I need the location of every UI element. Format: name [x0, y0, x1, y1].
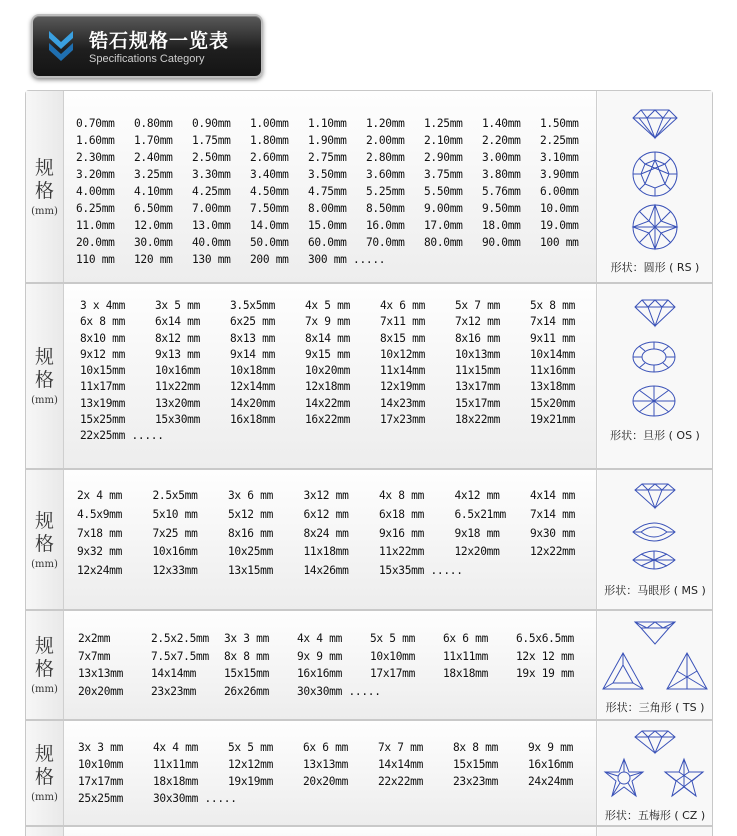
spec-size: 15x20mm	[530, 396, 576, 410]
spec-size: 12.0mm	[134, 219, 173, 232]
spec-size: 1.75mm	[192, 134, 231, 147]
spec-size: 7x18 mm	[77, 526, 123, 540]
spec-size: 16x18mm	[230, 413, 276, 427]
spec-size: 13x18mm	[530, 380, 576, 394]
shape-label: 形状：五梅形 ( CZ )	[604, 809, 706, 822]
spec-size: 30.0mm	[134, 236, 173, 249]
spec-size: 50.0mm	[250, 236, 289, 249]
spec-size: 7.00mm	[192, 202, 231, 215]
spec-size: 30x30mm .....	[297, 685, 381, 699]
round-gem-side-icon	[631, 108, 679, 140]
spec-size: 8x16 mm	[228, 526, 274, 540]
label-char: 规	[34, 743, 54, 765]
spec-size: 26x26mm	[224, 685, 270, 699]
spec-size: 4x 5 mm	[305, 299, 351, 312]
spec-size: 19x19mm	[228, 775, 274, 788]
spec-size: 7x14 mm	[530, 507, 576, 521]
spec-size: 1.25mm	[424, 117, 463, 130]
spec-size: 3.25mm	[134, 168, 173, 181]
spec-size: 3x 3 mm	[224, 632, 270, 645]
spec-size: 3.90mm	[540, 168, 579, 181]
spec-size: 8x16 mm	[455, 331, 501, 345]
spec-size: 2.25mm	[540, 134, 579, 147]
spec-size: 4.25mm	[192, 185, 231, 198]
spec-size: 13x19mm	[80, 396, 126, 410]
spec-size: 110 mm	[76, 253, 115, 266]
spec-size: 12x19mm	[380, 380, 426, 394]
spec-size: 200 mm	[250, 253, 289, 266]
spec-size: 2.00mm	[366, 134, 405, 147]
spec-size: 7x14 mm	[530, 315, 576, 329]
spec-size: 3.10mm	[540, 151, 579, 164]
spec-size: 0.70mm	[76, 117, 115, 130]
spec-size: 12x33mm	[152, 564, 198, 578]
spec-size: 13x17mm	[455, 380, 501, 394]
spec-size: 6x25 mm	[230, 315, 276, 329]
shape-panel	[598, 721, 712, 825]
spec-size: 12x14mm	[230, 380, 276, 394]
spec-size: 2x 4 mm	[77, 489, 123, 502]
spec-size: 10x16mm	[152, 545, 198, 559]
spec-size: 3x 5 mm	[155, 299, 201, 312]
spec-size: 19.0mm	[540, 219, 579, 232]
spec-size: 8x10 mm	[80, 331, 126, 345]
spec-size: 16x22mm	[305, 413, 351, 427]
chevron-down-icon	[47, 29, 75, 63]
label-unit: (mm)	[31, 395, 58, 406]
spec-size: 12x24mm	[77, 564, 123, 578]
spec-size: 7x 7 mm	[378, 741, 424, 754]
spec-size: 1.00mm	[250, 117, 289, 130]
spec-size: 11x11mm	[443, 649, 489, 663]
spec-size: 9x14 mm	[230, 347, 276, 361]
header-banner	[31, 14, 263, 78]
spec-size: 24x24mm	[528, 775, 574, 788]
spec-size: 6x 6 mm	[443, 632, 489, 645]
spec-size: 1.90mm	[308, 134, 347, 147]
spec-size: 10x20mm	[305, 364, 351, 378]
spec-size: 18x22mm	[455, 413, 501, 427]
spec-size: 2.90mm	[424, 151, 463, 164]
spec-size: 2.5x2.5mm	[151, 632, 209, 645]
spec-size: 10x18mm	[230, 364, 276, 378]
spec-size: 5x 5 mm	[370, 632, 416, 645]
spec-list	[64, 827, 597, 836]
spec-size: 3.20mm	[76, 168, 115, 181]
row-label	[26, 611, 64, 719]
row-label	[26, 91, 64, 282]
marquise-gem-bottom-icon	[631, 548, 677, 572]
spec-size: 17x17mm	[370, 667, 416, 681]
spec-size: 14.0mm	[250, 219, 289, 232]
spec-size: 3.30mm	[192, 168, 231, 181]
spec-size: 11x14mm	[380, 364, 426, 378]
shape-panel	[598, 284, 712, 468]
oval-gem-bottom-icon	[631, 384, 677, 418]
spec-size: 5x 7 mm	[455, 299, 501, 312]
spec-size: 1.50mm	[540, 117, 579, 130]
spec-size: 11x22mm	[155, 380, 201, 394]
row-label	[26, 827, 64, 836]
spec-size: 3.80mm	[482, 168, 521, 181]
spec-size: 8x 8 mm	[224, 649, 270, 663]
spec-size: 17.0mm	[424, 219, 463, 232]
spec-size: 9.00mm	[424, 202, 463, 215]
shape-panel	[598, 827, 712, 836]
shape-label: 形状：圆形 ( RS )	[610, 261, 700, 274]
spec-size: 10x10mm	[78, 758, 124, 771]
spec-size: 3.60mm	[366, 168, 405, 181]
spec-size: 13x13mm	[303, 758, 349, 771]
spec-list	[64, 721, 597, 825]
page-subtitle: Specifications Category	[89, 53, 205, 65]
oval-gem-top-icon	[631, 340, 677, 374]
spec-size: 12x18mm	[305, 380, 351, 394]
spec-size: 8.00mm	[308, 202, 347, 215]
spec-size: 8x14 mm	[305, 331, 351, 345]
spec-size: 19x21mm	[530, 413, 576, 427]
star-gem-side-icon	[633, 729, 677, 755]
spec-size: 11x16mm	[530, 364, 576, 378]
spec-size: 6x 6 mm	[303, 741, 349, 754]
spec-size: 15x35mm .....	[379, 564, 463, 578]
spec-size: 14x23mm	[380, 396, 426, 410]
spec-size: 16x16mm	[297, 667, 343, 681]
spec-list	[64, 284, 597, 468]
spec-size: 70.0mm	[366, 236, 405, 249]
spec-size: 130 mm	[192, 253, 231, 266]
label-unit: (mm)	[31, 684, 58, 695]
spec-size: 13x13mm	[78, 667, 124, 681]
spec-size: 9x12 mm	[80, 347, 126, 361]
spec-size: 16x16mm	[528, 758, 574, 771]
spec-size: 3.5x5mm	[230, 299, 276, 312]
spec-size: 17x17mm	[78, 775, 124, 788]
spec-size: 3x 3 mm	[78, 741, 124, 754]
page-title: 锆石规格一览表	[89, 30, 230, 52]
marquise-gem-top-icon	[631, 520, 677, 544]
spec-size: 4.75mm	[308, 185, 347, 198]
star-gem-bottom-icon	[663, 757, 705, 799]
spec-row-star	[26, 721, 712, 827]
label-char: 格	[34, 532, 54, 555]
spec-size: 6x14 mm	[155, 315, 201, 329]
spec-size: 9x30 mm	[530, 526, 576, 540]
spec-size: 12x20mm	[454, 545, 500, 559]
spec-size: 10x16mm	[155, 364, 201, 378]
spec-size: 1.40mm	[482, 117, 521, 130]
spec-size: 4.00mm	[76, 185, 115, 198]
spec-size: 2.60mm	[250, 151, 289, 164]
spec-size: 14x26mm	[303, 564, 349, 578]
spec-size: 3x12 mm	[303, 489, 349, 502]
spec-size: 5.76mm	[482, 185, 521, 198]
spec-size: 6x12 mm	[303, 507, 349, 521]
row-label	[26, 284, 64, 468]
spec-size: 8.50mm	[366, 202, 405, 215]
spec-size: 2.30mm	[76, 151, 115, 164]
spec-size: 4x 4 mm	[297, 632, 343, 645]
shape-panel	[598, 91, 712, 282]
spec-size: 13.0mm	[192, 219, 231, 232]
spec-table	[25, 90, 713, 836]
spec-row-oval	[26, 284, 712, 470]
shape-label: 形状：马眼形 ( MS )	[604, 584, 706, 597]
spec-size: 17x23mm	[380, 413, 426, 427]
spec-size: 5x 8 mm	[530, 299, 576, 312]
shape-label: 形状：旦形 ( OS )	[610, 429, 700, 442]
spec-size: 11x17mm	[80, 380, 126, 394]
spec-size: 9x 9 mm	[297, 649, 343, 663]
spec-size: 1.10mm	[308, 117, 347, 130]
spec-size: 8x24 mm	[303, 526, 349, 540]
spec-size: 6.5x6.5mm	[516, 632, 574, 645]
spec-size: 9x18 mm	[454, 526, 500, 540]
spec-size: 5x10 mm	[152, 507, 198, 521]
spec-size: 10x14mm	[530, 347, 576, 361]
spec-size: 15x25mm	[80, 413, 126, 427]
spec-size: 6.50mm	[134, 202, 173, 215]
spec-size: 15x15mm	[453, 758, 499, 771]
spec-size: 9x13 mm	[155, 347, 201, 361]
spec-size: 25x25mm	[78, 792, 124, 805]
spec-size: 8x13 mm	[230, 331, 276, 345]
spec-size: 2.20mm	[482, 134, 521, 147]
spec-size: 5.50mm	[424, 185, 463, 198]
spec-size: 11x15mm	[455, 364, 501, 378]
spec-size: 10x13mm	[455, 347, 501, 361]
spec-size: 30x30mm .....	[153, 792, 237, 805]
spec-size: 11.0mm	[76, 219, 115, 232]
spec-size: 3.40mm	[250, 168, 289, 181]
spec-size: 12x 12 mm	[516, 649, 574, 663]
spec-size: 13x20mm	[155, 396, 201, 410]
spec-size: 12x12mm	[228, 758, 274, 771]
spec-size: 22x22mm	[378, 775, 424, 788]
spec-row-marquise	[26, 470, 712, 611]
spec-size: 10x10mm	[370, 649, 416, 663]
spec-size: 14x14mm	[151, 667, 197, 681]
label-unit: (mm)	[31, 205, 58, 217]
spec-size: 120 mm	[134, 253, 173, 266]
spec-size: 1.20mm	[366, 117, 405, 130]
spec-size: 15x15mm	[224, 667, 270, 681]
spec-size: 23x23mm	[151, 685, 197, 699]
spec-row-triangle	[26, 611, 712, 721]
spec-size: 11x22mm	[379, 545, 425, 559]
spec-size: 18x18mm	[153, 775, 199, 788]
shape-panel	[598, 611, 712, 719]
row-label	[26, 470, 64, 609]
spec-size: 20x20mm	[78, 685, 124, 699]
spec-size: 10.0mm	[540, 202, 579, 215]
spec-size: 7x 9 mm	[305, 315, 351, 329]
spec-size: 6.5x21mm	[454, 507, 506, 521]
spec-size: 9x15 mm	[305, 347, 351, 361]
label-char: 格	[34, 766, 54, 788]
spec-size: 20x20mm	[303, 775, 349, 788]
spec-size: 10x12mm	[380, 347, 426, 361]
spec-size: 5.25mm	[366, 185, 405, 198]
spec-size: 2.5x5mm	[152, 489, 198, 502]
spec-size: 7.5x7.5mm	[151, 649, 209, 663]
spec-size: 4x12 mm	[454, 489, 500, 502]
spec-list	[64, 611, 597, 719]
spec-size: 0.90mm	[192, 117, 231, 130]
triangle-gem-top-icon	[601, 651, 645, 691]
spec-size: 22x25mm .....	[80, 429, 164, 443]
spec-size: 14x14mm	[378, 758, 424, 771]
spec-row-round	[26, 91, 712, 284]
spec-size: 3.75mm	[424, 168, 463, 181]
round-gem-bottom-icon	[631, 203, 679, 251]
spec-size: 7x12 mm	[455, 315, 501, 329]
spec-size: 80.0mm	[424, 236, 463, 249]
marquise-gem-side-icon	[633, 482, 677, 510]
spec-size: 12x22mm	[530, 545, 576, 559]
spec-size: 14x20mm	[230, 396, 276, 410]
spec-size: 20.0mm	[76, 236, 115, 249]
spec-size: 6.00mm	[540, 185, 579, 198]
spec-size: 0.80mm	[134, 117, 173, 130]
label-char: 规	[34, 635, 54, 657]
spec-size: 1.80mm	[250, 134, 289, 147]
spec-size: 1.60mm	[76, 134, 115, 147]
spec-size: 2.10mm	[424, 134, 463, 147]
spec-size: 19x 19 mm	[516, 667, 574, 681]
label-char: 格	[34, 658, 54, 680]
spec-size: 14x22mm	[305, 396, 351, 410]
spec-size: 8x12 mm	[155, 331, 201, 345]
spec-size: 3 x 4mm	[80, 299, 126, 312]
spec-size: 23x23mm	[453, 775, 499, 788]
spec-size: 15x17mm	[455, 396, 501, 410]
spec-size: 9x11 mm	[530, 331, 576, 345]
spec-size: 60.0mm	[308, 236, 347, 249]
spec-size: 100 mm	[540, 236, 579, 249]
shape-panel	[598, 470, 712, 609]
spec-size: 5x12 mm	[228, 507, 274, 521]
spec-size: 7x11 mm	[380, 315, 426, 329]
spec-size: 9.50mm	[482, 202, 521, 215]
triangle-gem-bottom-icon	[665, 651, 709, 691]
spec-size: 18x18mm	[443, 667, 489, 681]
spec-size: 2.50mm	[192, 151, 231, 164]
spec-size: 2x2mm	[78, 632, 111, 645]
spec-size: 6x 8 mm	[80, 315, 126, 329]
row-label	[26, 721, 64, 825]
spec-size: 4.50mm	[250, 185, 289, 198]
spec-size: 7x25 mm	[152, 526, 198, 540]
spec-size: 8x15 mm	[380, 331, 426, 345]
spec-size: 4x14 mm	[530, 489, 576, 502]
spec-size: 4.10mm	[134, 185, 173, 198]
spec-size: 5x 5 mm	[228, 741, 274, 754]
spec-size: 40.0mm	[192, 236, 231, 249]
spec-size: 3.50mm	[308, 168, 347, 181]
spec-size: 6x18 mm	[379, 507, 425, 521]
spec-size: 4x 8 mm	[379, 489, 425, 502]
label-char: 规	[34, 346, 54, 368]
spec-size: 9x 9 mm	[528, 741, 574, 754]
spec-size: 3x 6 mm	[228, 489, 274, 502]
spec-size: 7x7mm	[78, 649, 111, 663]
round-gem-top-icon	[631, 150, 679, 198]
spec-size: 4x 6 mm	[380, 299, 426, 312]
label-char: 规	[34, 156, 54, 179]
spec-size: 1.70mm	[134, 134, 173, 147]
spec-size: 16.0mm	[366, 219, 405, 232]
spec-size: 2.40mm	[134, 151, 173, 164]
spec-size: 11x18mm	[303, 545, 349, 559]
triangle-gem-side-icon	[633, 620, 677, 646]
label-char: 格	[34, 369, 54, 391]
spec-size: 9x32 mm	[77, 545, 123, 559]
label-char: 规	[34, 509, 54, 532]
shape-label: 形状：三角形 ( TS )	[605, 701, 705, 714]
label-unit: (mm)	[31, 792, 58, 803]
spec-size: 10x15mm	[80, 364, 126, 378]
spec-row-next	[26, 827, 712, 836]
spec-size: 13x15mm	[228, 564, 274, 578]
spec-size: 15x30mm	[155, 413, 201, 427]
spec-size: 9x16 mm	[379, 526, 425, 540]
spec-size: 6.25mm	[76, 202, 115, 215]
star-gem-top-icon	[603, 757, 645, 799]
spec-size: 90.0mm	[482, 236, 521, 249]
spec-size: 11x11mm	[153, 758, 199, 771]
spec-size: 7.50mm	[250, 202, 289, 215]
spec-size: 2.75mm	[308, 151, 347, 164]
spec-size: 8x 8 mm	[453, 741, 499, 754]
label-char: 格	[34, 179, 54, 202]
spec-size: 4.5x9mm	[77, 507, 123, 521]
spec-size: 15.0mm	[308, 219, 347, 232]
label-unit: (mm)	[31, 558, 58, 570]
spec-size: 300 mm .....	[308, 253, 386, 266]
spec-size: 18.0mm	[482, 219, 521, 232]
spec-size: 4x 4 mm	[153, 741, 199, 754]
spec-size: 10x25mm	[228, 545, 274, 559]
spec-list	[64, 91, 597, 282]
oval-gem-side-icon	[633, 298, 677, 328]
spec-list	[64, 470, 597, 609]
spec-size: 2.80mm	[366, 151, 405, 164]
spec-size: 3.00mm	[482, 151, 521, 164]
